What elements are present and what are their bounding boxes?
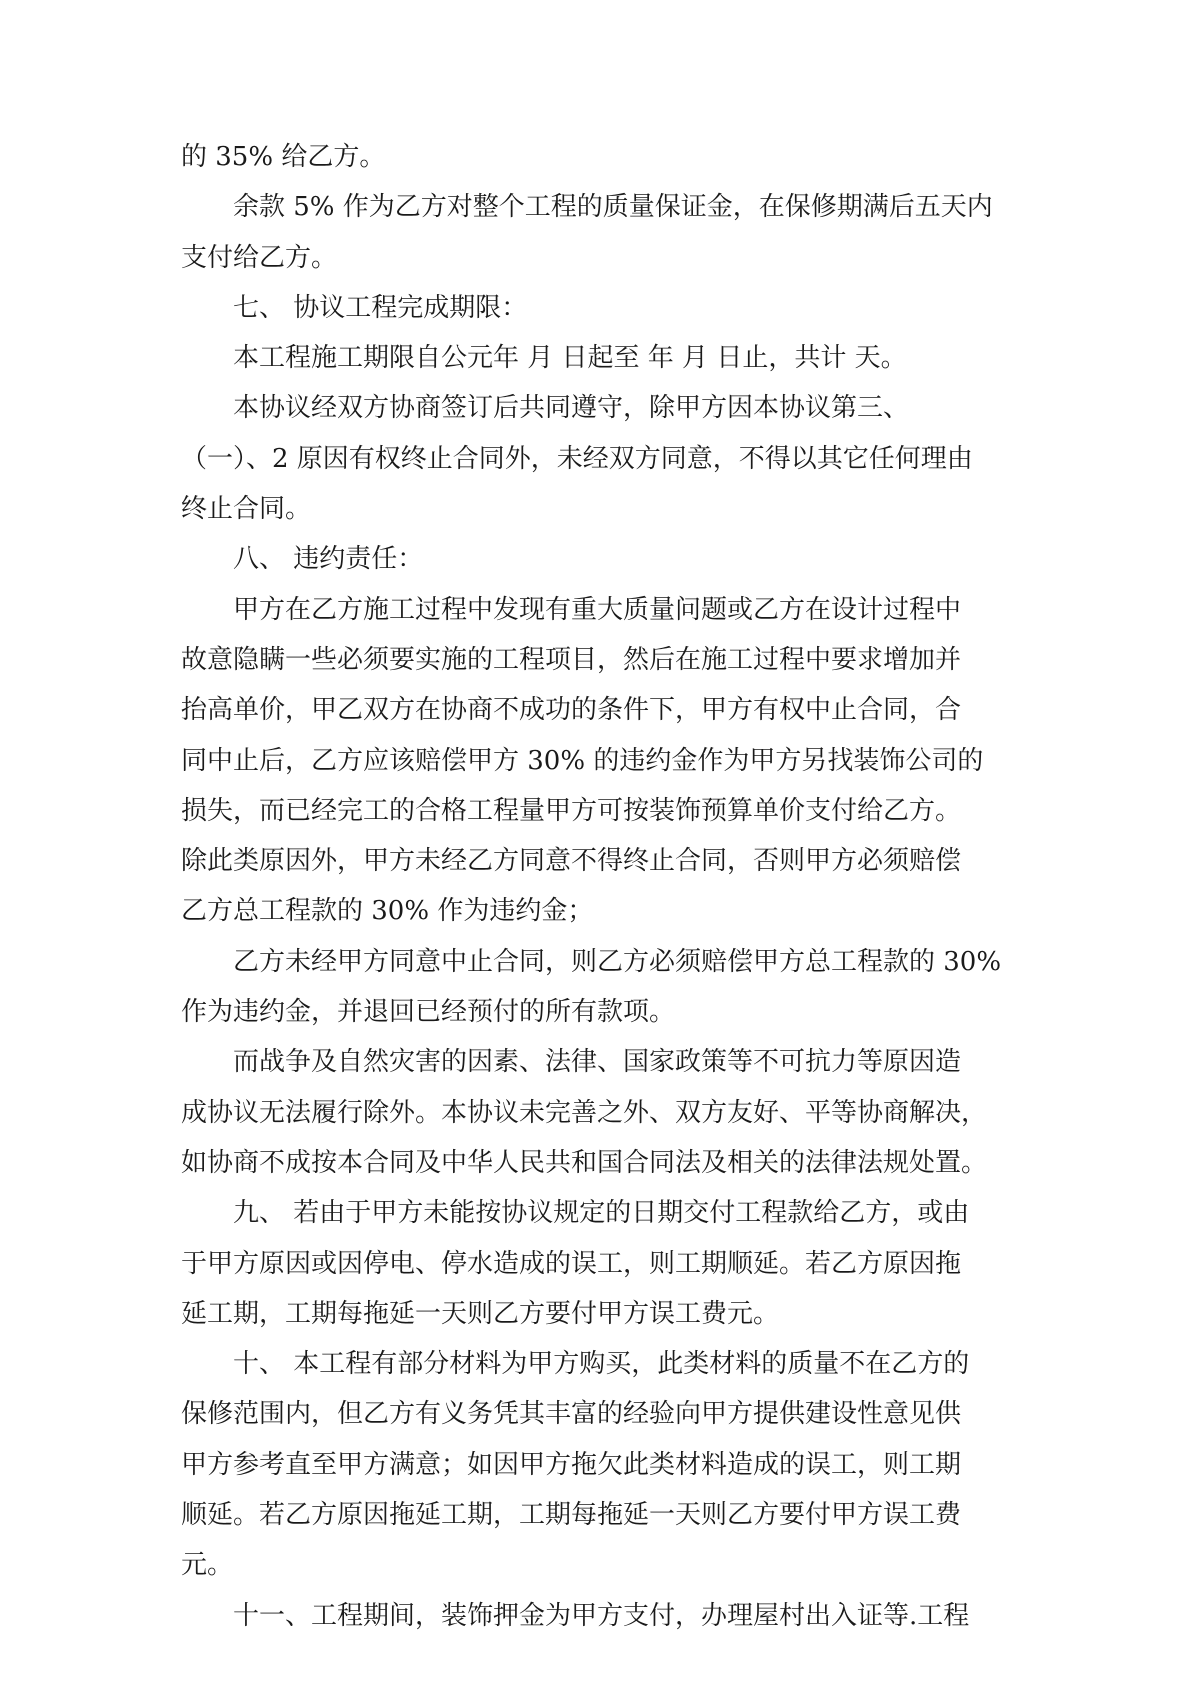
text-line: 如协商不成按本合同及中华人民共和国合同法及相关的法律法规处置。 (181, 1147, 988, 1178)
text-line: 的 35% 给乙方。 (181, 142, 386, 172)
text-line: 除此类原因外，甲方未经乙方同意不得终止合同，否则甲方必须赔偿 (181, 846, 962, 877)
text-line: 抬高单价，甲乙双方在协商不成功的条件下，甲方有权中止合同，合 (181, 695, 962, 726)
text-line: 作为违约金，并退回已经预付的所有款项。 (181, 997, 676, 1028)
text-line: 余款 5% 作为乙方对整个工程的质量保证金，在保修期满后五天内 (233, 192, 993, 223)
text-line: 本协议经双方协商签订后共同遵守，除甲方因本协议第三、 (233, 393, 910, 424)
text-line: 十一、工程期间，装饰押金为甲方支付，办理屋村出入证等.工程 (233, 1600, 970, 1631)
text-line: 损失，而已经完工的合格工程量甲方可按装饰预算单价支付给乙方。 (181, 795, 962, 826)
text-line: 甲方在乙方施工过程中发现有重大质量问题或乙方在设计过程中 (233, 594, 962, 625)
text-line: 甲方参考直至甲方满意；如因甲方拖欠此类材料造成的误工，则工期 (181, 1449, 962, 1480)
text-line: 于甲方原因或因停电、停水造成的误工，则工期顺延。若乙方原因拖 (181, 1248, 962, 1279)
text-line: 乙方总工程款的 30% 作为违约金； (181, 896, 594, 927)
text-line: 而战争及自然灾害的因素、法律、国家政策等不可抗力等原因造 (233, 1047, 962, 1078)
text-line: 八、 违约责任： (233, 544, 424, 575)
text-line: 九、 若由于甲方未能按协议规定的日期交付工程款给乙方，或由 (233, 1198, 970, 1229)
text-line: 元。 (181, 1550, 234, 1581)
contract-text-body (181, 132, 1026, 1641)
text-line: 顺延。若乙方原因拖延工期，工期每拖延一天则乙方要付甲方误工费 (181, 1500, 962, 1531)
text-line: 七、 协议工程完成期限： (233, 292, 528, 323)
text-line: 故意隐瞒一些必须要实施的工程项目，然后在施工过程中要求增加并 (181, 644, 962, 675)
text-line: 同中止后，乙方应该赔偿甲方 30% 的违约金作为甲方另找装饰公司的 (181, 745, 984, 776)
text-line: （一）、2 原因有权终止合同外，未经双方同意，不得以其它任何理由 (181, 443, 973, 474)
text-line: 延工期，工期每拖延一天则乙方要付甲方误工费元。 (181, 1298, 780, 1329)
text-line: 十、 本工程有部分材料为甲方购买，此类材料的质量不在乙方的 (233, 1349, 970, 1380)
text-line: 终止合同。 (181, 494, 312, 525)
text-line: 本工程施工期限自公元年 月 日起至 年 月 日止，共计 天。 (233, 343, 907, 374)
text-line: 乙方未经甲方同意中止合同，则乙方必须赔偿甲方总工程款的 30% (233, 946, 1002, 977)
text-line: 支付给乙方。 (181, 242, 338, 273)
text-line: 成协议无法履行除外。本协议未完善之外、双方友好、平等协商解决， (181, 1097, 988, 1128)
text-line: 保修范围内，但乙方有义务凭其丰富的经验向甲方提供建设性意见供 (181, 1399, 962, 1430)
